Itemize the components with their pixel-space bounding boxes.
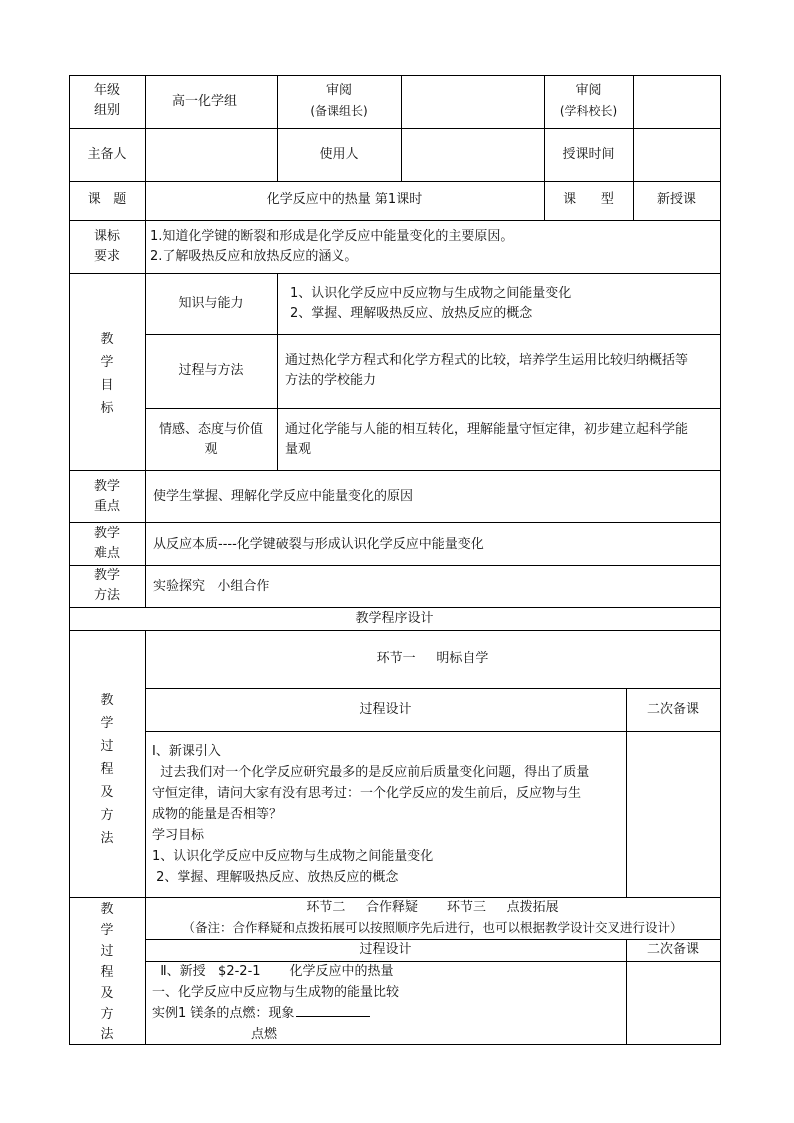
process-label-2: 学 <box>100 716 114 731</box>
review-group-leader-sub: (备课组长) <box>310 104 368 118</box>
section2-line-1: Ⅱ、新授 $2-2-1 化学反应中的热量 <box>152 964 394 979</box>
process-label-4: 程 <box>100 762 114 777</box>
section2-line-3 <box>152 1004 370 1024</box>
process-label-3: 过 <box>100 739 114 754</box>
process2-label-4: 程 <box>100 965 114 980</box>
standards-line-2: 2.了解吸热反应和放热反应的涵义。 <box>150 249 358 264</box>
key-point-label-line2: 重点 <box>93 499 120 514</box>
process-label-1: 教 <box>100 693 114 708</box>
method-value: 实验探究 小组合作 <box>153 579 270 594</box>
section1-line-2: 过去我们对一个化学反应研究最多的是反应前后质量变化问题，得出了质量 <box>152 765 590 780</box>
goals-label-1: 教 <box>100 332 114 347</box>
difficulty-value: 从反应本质----化学键破裂与形成认识化学反应中能量变化 <box>153 537 484 552</box>
observation-prompt: 实例1 镁条的点燃：现象 <box>152 1006 295 1021</box>
section1-line-7: 2、掌握、理解吸热反应、放热反应的概念 <box>152 870 399 885</box>
knowledge-line-1: 1、认识化学反应中反应物与生成物之间能量变化 <box>290 286 572 301</box>
section1-line-3: 守恒定律，请问大家有没有思考过：一个化学反应的发生前后，反应物与生 <box>152 786 582 801</box>
section2-design-label: 过程设计 <box>359 942 412 957</box>
process2-label-3: 过 <box>100 944 114 959</box>
section2-note: （备注：合作释疑和点拨拓展可以按照顺序先后进行，也可以根据教学设计交叉进行设计） <box>182 920 683 935</box>
section1-design-label: 过程设计 <box>359 702 412 717</box>
section1-second-label: 二次备课 <box>646 702 699 717</box>
goals-label-3: 目 <box>100 378 114 393</box>
preparer-label: 主备人 <box>87 147 127 162</box>
section1-line-1: Ⅰ、新课引入 <box>152 744 221 759</box>
emotion-line-2: 量观 <box>285 442 312 457</box>
process-label-5: 及 <box>100 785 114 800</box>
process-line-1: 通过热化学方程式和化学方程式的比较，培养学生运用比较归纳概括等 <box>285 353 689 368</box>
process2-label-7: 法 <box>100 1027 114 1042</box>
key-point-value: 使学生掌握、理解化学反应中能量变化的原因 <box>153 489 414 504</box>
review-principal-sub: (学科校长) <box>559 104 618 118</box>
section1-line-4: 成物的能量是否相等？ <box>152 807 283 822</box>
section2-second-label: 二次备课 <box>646 942 699 957</box>
knowledge-line-2: 2、掌握、理解吸热反应、放热反应的概念 <box>290 306 533 321</box>
section2-line-2: 一、化学反应中反应物与生成物的能量比较 <box>152 985 400 1000</box>
section1-title: 环节一 明标自学 <box>376 651 489 666</box>
review-principal-label: 审阅 <box>575 83 602 98</box>
process2-label-6: 方 <box>100 1007 114 1022</box>
lesson-type-label: 课 型 <box>563 192 614 207</box>
goals-label-2: 学 <box>100 355 114 370</box>
teach-time-label: 授课时间 <box>562 147 615 162</box>
ignite-label: 点燃 <box>251 1027 278 1042</box>
section1-line-6: 1、认识化学反应中反应物与生成物之间能量变化 <box>152 849 434 864</box>
grade-group-label-line2: 组别 <box>93 103 120 118</box>
emotion-label-line1: 情感、态度与价值 <box>158 422 263 437</box>
emotion-line-1: 通过化学能与人能的相互转化，理解能量守恒定律，初步建立起科学能 <box>285 422 689 437</box>
process-method-label: 过程与方法 <box>178 363 244 378</box>
section1-line-5: 学习目标 <box>152 828 205 843</box>
procedure-title: 教学程序设计 <box>355 611 434 626</box>
difficulty-label-line2: 难点 <box>93 546 120 561</box>
method-label-line1: 教学 <box>93 568 120 583</box>
grade-group-label-line1: 年级 <box>93 83 120 98</box>
standards-label-line2: 要求 <box>93 249 120 264</box>
review-group-leader-label: 审阅 <box>325 83 352 98</box>
grade-group-value: 高一化学组 <box>172 94 238 109</box>
process2-label-1: 教 <box>100 902 114 917</box>
process2-label-5: 及 <box>100 986 114 1001</box>
emotion-label-line2: 观 <box>204 442 218 457</box>
standards-label-line1: 课标 <box>93 229 120 244</box>
process-label-7: 法 <box>100 831 114 846</box>
standards-line-1: 1.知道化学键的断裂和形成是化学反应中能量变化的主要原因。 <box>150 229 514 244</box>
goals-label-4: 标 <box>100 401 114 416</box>
section2-title: 环节二 合作释疑 环节三 点拨拓展 <box>306 900 559 915</box>
difficulty-label-line1: 教学 <box>93 526 120 541</box>
process-label-6: 方 <box>100 808 114 823</box>
knowledge-label: 知识与能力 <box>178 296 244 311</box>
method-label-line2: 方法 <box>93 588 120 603</box>
lesson-type-value: 新授课 <box>656 192 696 207</box>
user-label: 使用人 <box>319 147 359 162</box>
process-line-2: 方法的学校能力 <box>285 373 377 388</box>
topic-label: 课 题 <box>87 192 127 207</box>
topic-value: 化学反应中的热量 第1课时 <box>266 192 423 207</box>
process2-label-2: 学 <box>100 923 114 938</box>
key-point-label-line1: 教学 <box>93 479 120 494</box>
observation-blank[interactable] <box>296 1004 370 1017</box>
